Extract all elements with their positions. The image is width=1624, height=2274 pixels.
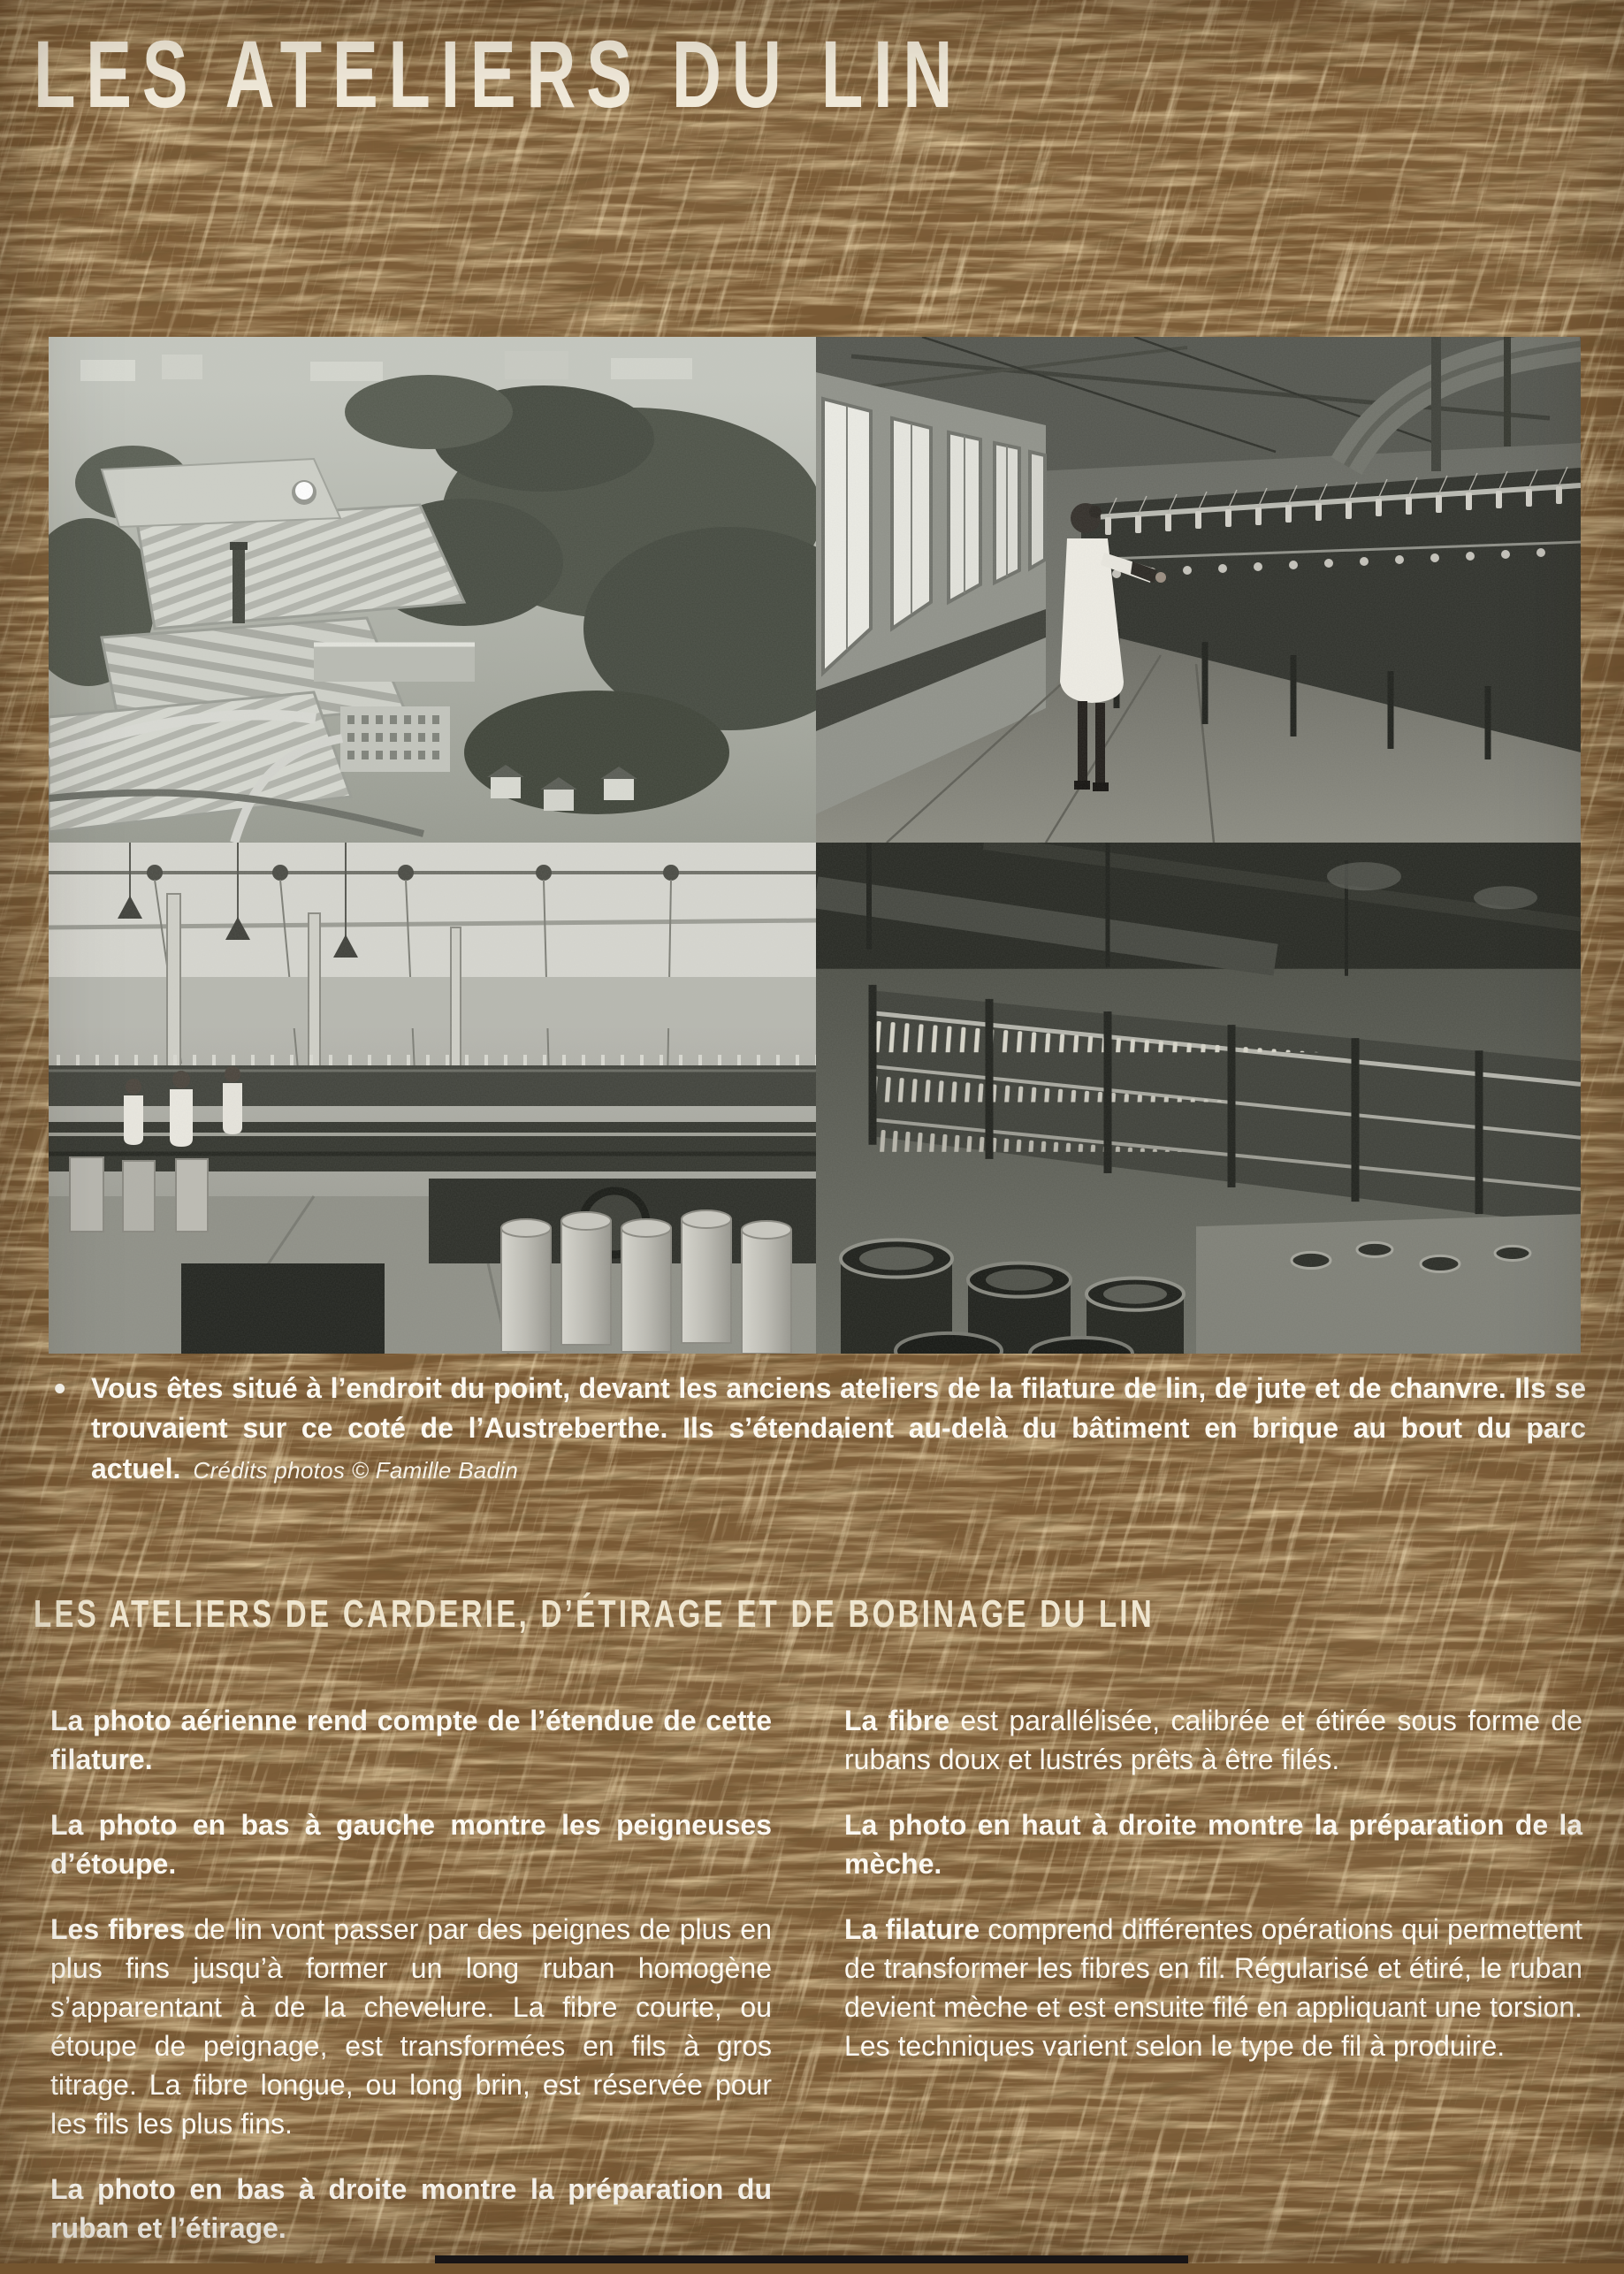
photo-roving-preparation — [816, 337, 1581, 843]
photo-grid — [49, 337, 1581, 1354]
photo-caption — [50, 1369, 1586, 1489]
bottom-photo-edge — [435, 2255, 1188, 2263]
tow-combing-image — [49, 843, 816, 1354]
paragraph-filature: La filature comprend différentes opérations qui permettent de transformer les fibres en fil. Régularisé et étiré, le ruban devient mèche et est ensuite filé en appliquant une torsion. Les techniques varient selon le type de fil à produire. — [844, 1913, 1583, 2062]
paragraph-bottom-right-photo: La photo en bas à droite montre la préparation du ruban et l’étirage. — [50, 2173, 772, 2244]
roving-preparation-image — [816, 337, 1581, 843]
paragraph-top-right-photo: La photo en haut à droite montre la préparation de la mèche. — [844, 1809, 1582, 1880]
paragraph-aerial-photo: La photo aérienne rend compte de l’étendue de cette filature. — [50, 1705, 772, 1775]
photo-sliver-drawing-workshop — [816, 843, 1581, 1354]
photo-tow-combing-workshop — [49, 843, 816, 1354]
paragraph-fibre: La fibre est parallélisée, calibrée et étirée sous forme de rubans doux et lustrés prêts à être filés. — [844, 1705, 1583, 1775]
caption-text: Vous êtes situé à l’endroit du point, devant les anciens ateliers de la filature de lin, de jute et de chanvre. Ils se trouvaient sur ce coté de l’Austreberthe. Ils s’étendaient au-delà du bâtiment en brique au bout du parc actuel. — [91, 1372, 1586, 1484]
caption-bullet: • — [54, 1370, 66, 1408]
page-title: LES ATELIERS DU LIN — [34, 20, 964, 127]
photo-credits: Crédits photos © Famille Badin — [193, 1456, 519, 1484]
aerial-view-image — [49, 337, 816, 843]
sliver-drawing-image — [816, 843, 1581, 1354]
column-right — [844, 1701, 1582, 2274]
column-left — [50, 1701, 772, 2274]
paragraph-bottom-left-photo: La photo en bas à gauche montre les peigneuses d’étoupe. — [50, 1809, 772, 1880]
photo-aerial-view — [49, 337, 816, 843]
paragraph-fibres: Les fibres de lin vont passer par des peignes de plus en plus fins jusqu’à former un long ruban homogène s’apparentant à de la chevelure. La fibre courte, ou étoupe de peignage, est transformées en fils à gros titrage. La fibre longue, ou long brin, est réservée pour les fils les plus fins. — [50, 1913, 773, 2140]
body-columns — [50, 1701, 1582, 2274]
section-heading: LES ATELIERS DE CARDERIE, D’ÉTIRAGE ET DE BOBINAGE DU LIN — [34, 1592, 1155, 1636]
